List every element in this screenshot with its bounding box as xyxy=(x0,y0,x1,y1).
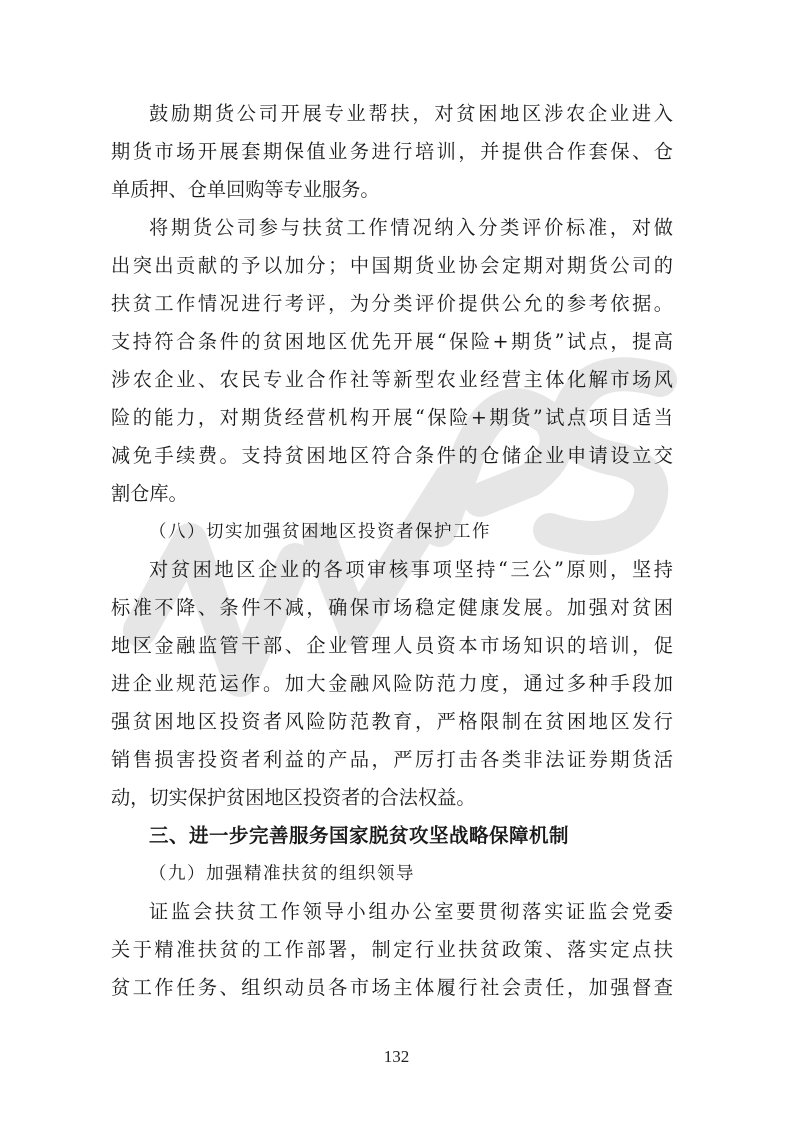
paragraph-line: 单质押、仓单回购等专业服务。 xyxy=(111,178,380,201)
paragraph-line: 进企业规范运作。加大金融风险防范力度，通过多种手段加 xyxy=(111,672,673,695)
paragraph-line: 支持符合条件的贫困地区优先开展“保险+期货”试点，提高 xyxy=(111,330,673,353)
paragraph-line: 贫工作任务、组织动员各市场主体履行社会责任，加强督查 xyxy=(111,976,673,999)
paragraph-line: 动，切实保护贫困地区投资者的合法权益。 xyxy=(111,786,476,809)
paragraph-line: 涉农企业、农民专业合作社等新型农业经营主体化解市场风 xyxy=(111,368,673,391)
paragraph-line: 地区金融监管干部、企业管理人员资本市场知识的培训，促 xyxy=(111,634,673,657)
section-heading: （八）切实加强贫困地区投资者保护工作 xyxy=(149,522,491,542)
paragraph-line: 期货市场开展套期保值业务进行培训，并提供合作套保、仓 xyxy=(111,140,673,163)
paragraph-line: 标准不降、条件不减，确保市场稳定健康发展。加强对贫困 xyxy=(111,596,673,619)
paragraph-line: 关于精准扶贫的工作部署，制定行业扶贫政策、落实定点扶 xyxy=(111,938,673,961)
page-number: 132 xyxy=(383,1047,410,1066)
paragraph-line: 鼓励期货公司开展专业帮扶，对贫困地区涉农企业进入 xyxy=(149,102,673,125)
paragraph-line: 险的能力，对期货经营机构开展“保险+期货”试点项目适当 xyxy=(111,406,673,429)
chapter-heading: 三、进一步完善服务国家脱贫攻坚战略保障机制 xyxy=(149,824,570,847)
paragraph-line: 减免手续费。支持贫困地区符合条件的仓储企业申请设立交 xyxy=(111,444,673,467)
paragraph-line: 对贫困地区企业的各项审核事项坚持“三公”原则，坚持 xyxy=(149,558,673,581)
paragraph-line: 割仓库。 xyxy=(111,482,188,505)
paragraph-line: 将期货公司参与扶贫工作情况纳入分类评价标准，对做 xyxy=(149,216,673,239)
paragraph-line: 证监会扶贫工作领导小组办公室要贯彻落实证监会党委 xyxy=(149,900,673,923)
paragraph-line: 销售损害投资者利益的产品，严厉打击各类非法证券期货活 xyxy=(111,748,673,771)
section-heading: （九）加强精准扶贫的组织领导 xyxy=(149,864,415,884)
paragraph-line: 扶贫工作情况进行考评，为分类评价提供公允的参考依据。 xyxy=(111,292,673,315)
paragraph-line: 强贫困地区投资者风险防范教育，严格限制在贫困地区发行 xyxy=(111,710,673,733)
paragraph-line: 出突出贡献的予以加分；中国期货业协会定期对期货公司的 xyxy=(111,254,673,277)
